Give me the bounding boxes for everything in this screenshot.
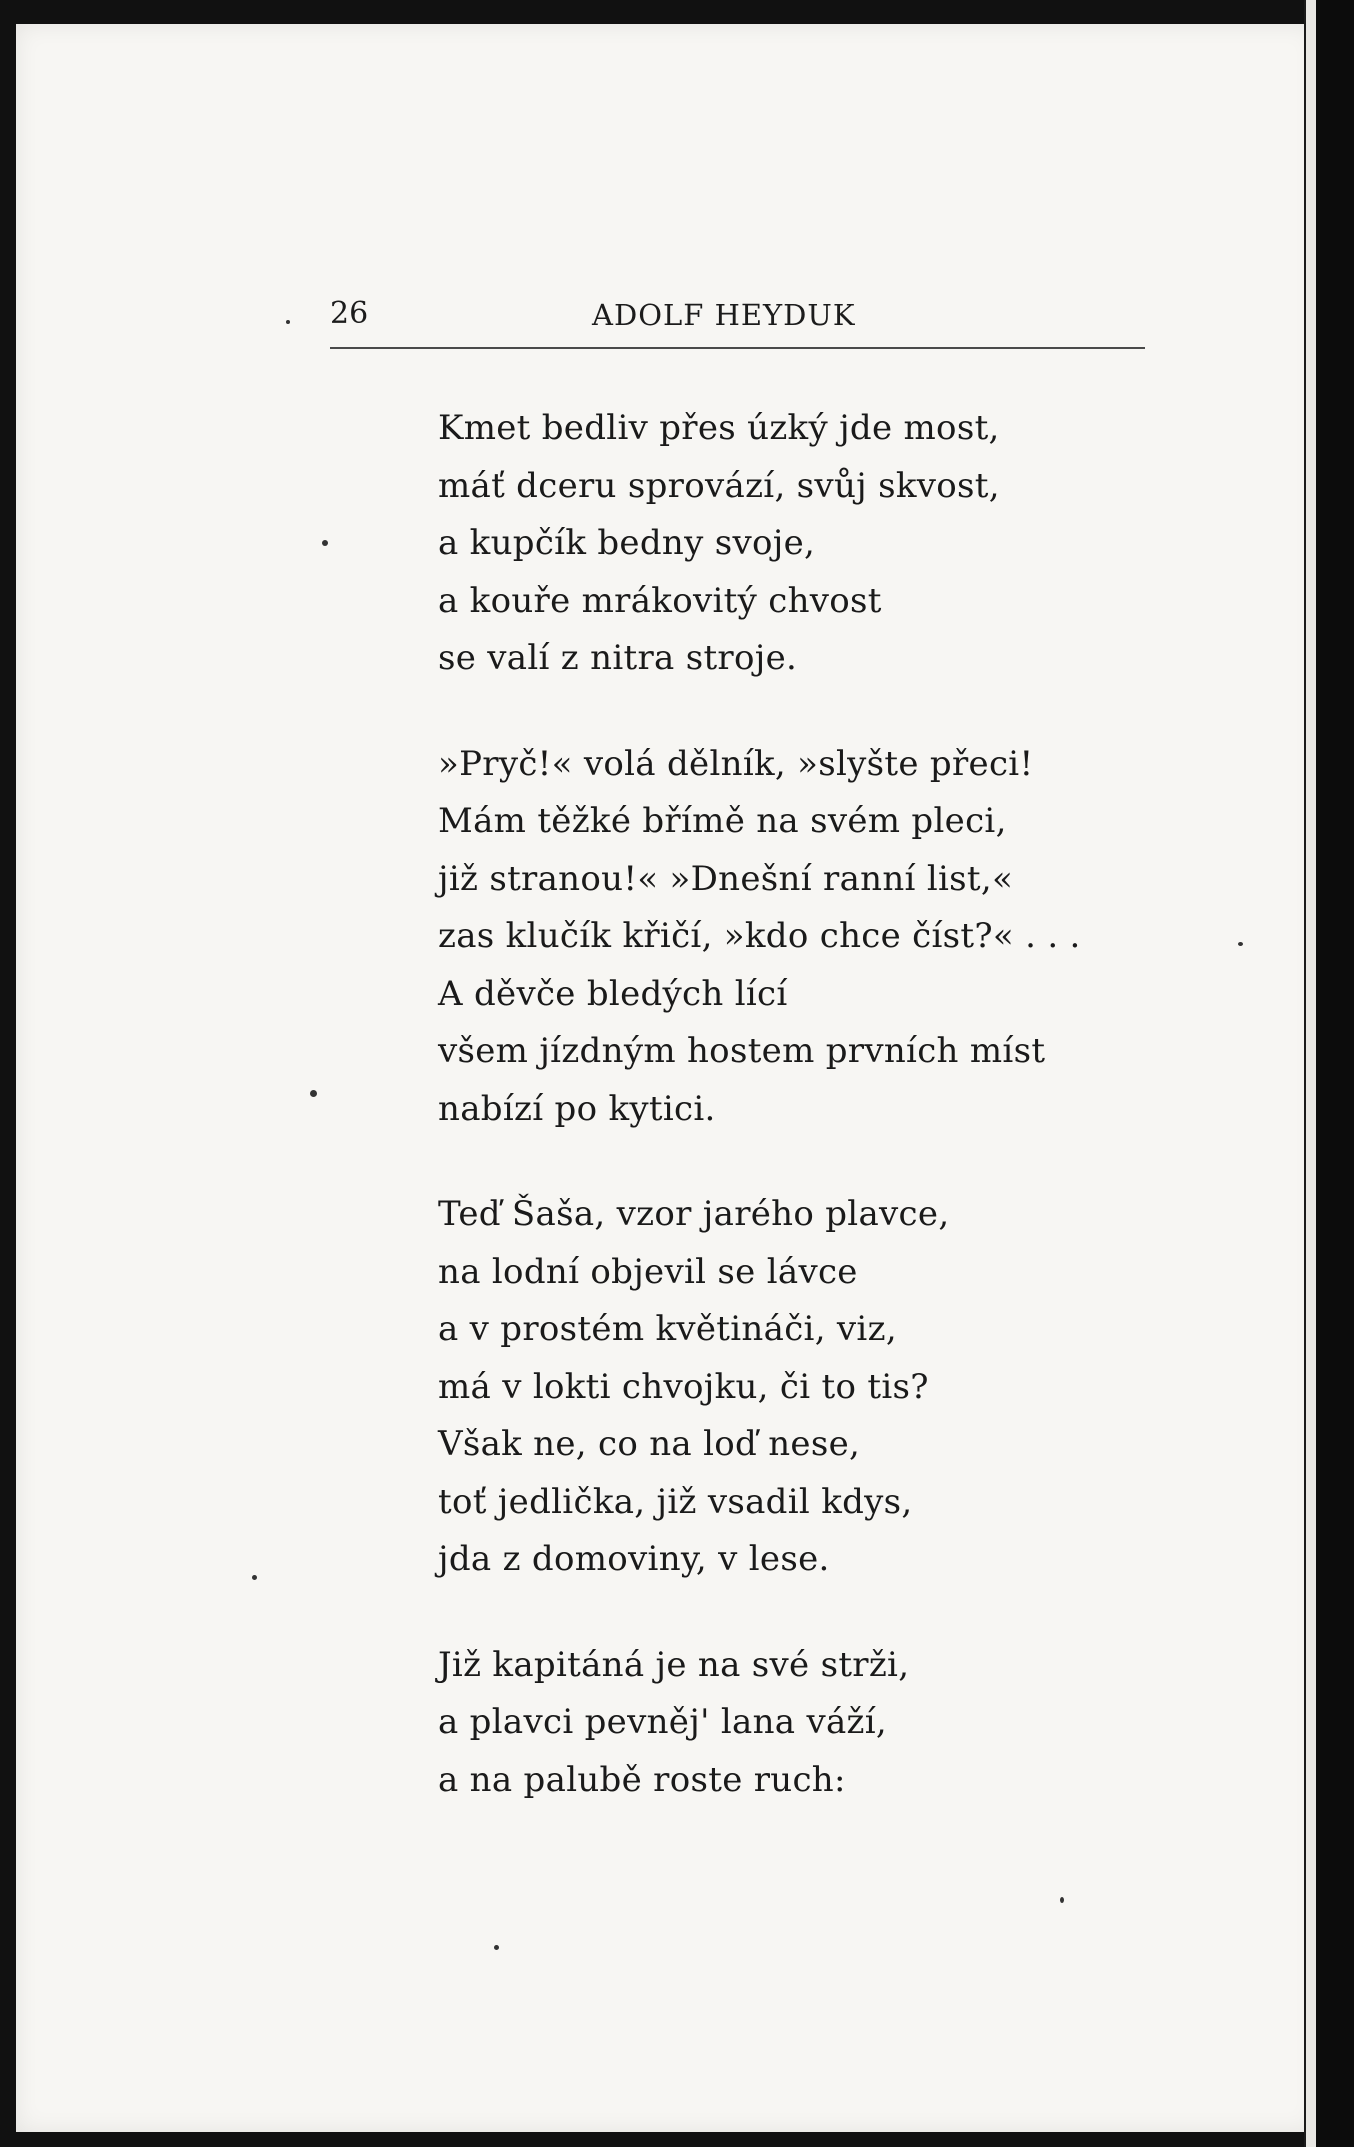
scan-border: [1316, 0, 1354, 2147]
ink-speck: [286, 320, 290, 324]
ink-speck: [494, 1945, 499, 1950]
verse-line: máť dceru sprovází, svůj skvost,: [438, 465, 1000, 506]
stanza: [438, 400, 1138, 688]
ink-speck: [322, 540, 328, 546]
poem-body: [438, 400, 1138, 1857]
verse-line: toť jedlička, již vsadil kdys,: [438, 1481, 913, 1522]
verse-line: zas klučík křičí, »kdo chce číst?« . . .: [438, 916, 1081, 956]
ink-speck: [1060, 1897, 1064, 1903]
verse-line: Teď Šaša, vzor jarého plavce,: [438, 1194, 950, 1234]
verse-line: Mám těžké břímě na svém pleci,: [438, 801, 1007, 841]
verse-line: »Pryč!« volá dělník, »slyšte přeci!: [438, 743, 1034, 784]
verse-line: má v lokti chvojku, či to tis?: [438, 1366, 929, 1407]
page-header: [330, 296, 1145, 340]
ink-speck: [1238, 942, 1243, 946]
verse-line: a v prostém květináči, viz,: [438, 1309, 897, 1349]
verse-line: a plavci pevněj' lana váží,: [438, 1702, 888, 1742]
verse-line: a kouře mrákovitý chvost: [438, 580, 882, 621]
verse-line: již stranou!« »Dnešní ranní list,«: [438, 858, 1014, 899]
ink-speck: [252, 1575, 257, 1580]
verse-line: na lodní objevil se lávce: [438, 1251, 858, 1292]
stanza: [438, 1637, 1138, 1810]
stanza: [438, 736, 1138, 1139]
page-number: 26: [330, 296, 369, 331]
verse-line: všem jízdným hostem prvních míst: [438, 1031, 1046, 1071]
verse-line: Však ne, co na loď nese,: [438, 1424, 861, 1464]
verse-line: Již kapitáná je na své strži,: [438, 1644, 910, 1685]
verse-line: a kupčík bedny svoje,: [438, 523, 816, 563]
ink-speck: [310, 1090, 317, 1097]
running-title: ADOLF HEYDUK: [592, 298, 856, 332]
page-edge: [1304, 0, 1316, 2147]
verse-line: nabízí po kytici.: [438, 1088, 716, 1129]
stanza: [438, 1186, 1138, 1589]
verse-line: se valí z nitra stroje.: [438, 638, 798, 678]
verse-line: A děvče bledých lící: [438, 973, 788, 1014]
header-rule: [330, 347, 1145, 349]
verse-line: Kmet bedliv přes úzký jde most,: [438, 408, 1000, 448]
verse-line: jda z domoviny, v lese.: [438, 1539, 830, 1579]
verse-line: a na palubě roste ruch:: [438, 1759, 846, 1800]
